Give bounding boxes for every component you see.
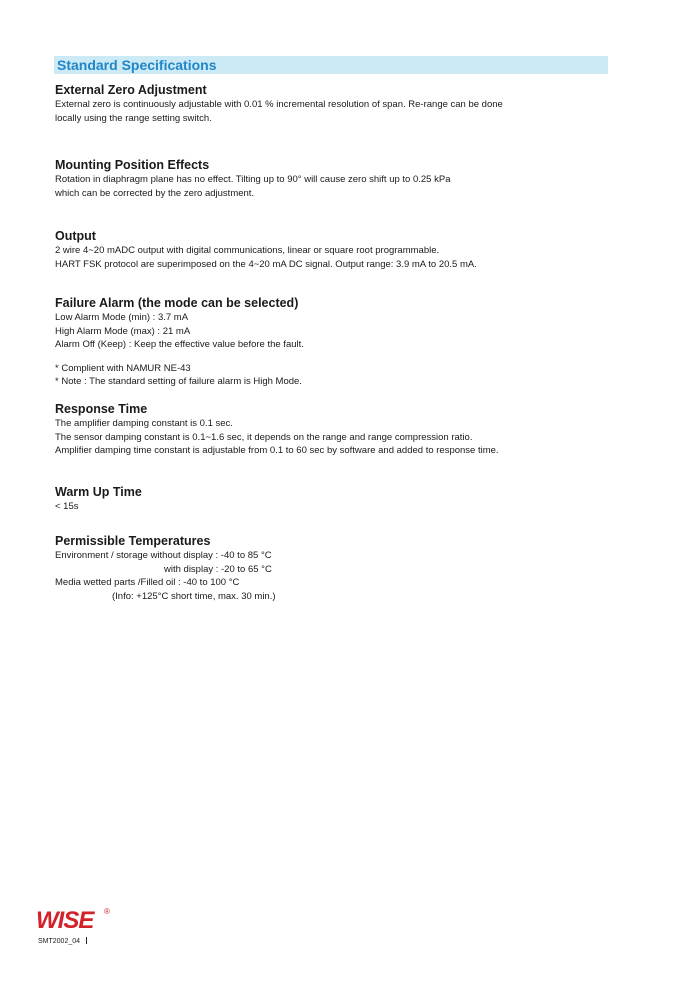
logo-wordmark: WISE bbox=[36, 907, 94, 933]
spec-line: with display : -20 to 65 °C bbox=[164, 563, 272, 575]
spec-line: < 15s bbox=[55, 501, 79, 512]
section-heading: Response Time bbox=[55, 402, 148, 416]
wise-logo-mark bbox=[36, 905, 116, 933]
spec-warm-up-time bbox=[55, 485, 615, 514]
spec-line: Media wetted parts /Filled oil : -40 to 100 °C bbox=[55, 577, 240, 588]
spec-line: External zero is continuously adjustable with 0.01 % incremental resolution of span. Re-range can be done bbox=[55, 99, 503, 110]
spec-line: 2 wire 4~20 mADC output with digital communications, linear or square root programmable. bbox=[55, 245, 440, 256]
spec-line: Low Alarm Mode (min) : 3.7 mA bbox=[55, 312, 189, 323]
spec-line: locally using the range setting switch. bbox=[55, 112, 212, 124]
section-heading: Output bbox=[55, 229, 96, 243]
spec-line: which can be corrected by the zero adjustment. bbox=[55, 187, 255, 199]
spec-line: The amplifier damping constant is 0.1 sec. bbox=[55, 418, 233, 429]
section-heading: Warm Up Time bbox=[55, 485, 142, 499]
document-id-text: SMT2002_04 bbox=[38, 938, 81, 945]
footer-divider bbox=[86, 937, 87, 944]
spec-permissible-temperatures bbox=[55, 534, 615, 603]
spec-external-zero-adjustment bbox=[55, 83, 615, 125]
spec-line: High Alarm Mode (max) : 21 mA bbox=[55, 325, 191, 337]
section-heading: Permissible Temperatures bbox=[55, 534, 211, 548]
section-heading: Mounting Position Effects bbox=[55, 158, 210, 172]
spec-line: HART FSK protocol are superimposed on the 4~20 mA DC signal. Output range: 3.9 mA to 20.5 mA. bbox=[55, 258, 477, 270]
spec-failure-alarm bbox=[55, 296, 615, 389]
document-id bbox=[38, 937, 87, 946]
spec-response-time bbox=[55, 402, 615, 458]
section-banner bbox=[54, 56, 608, 74]
spec-line: Amplifier damping time constant is adjustable from 0.1 to 60 sec by software and added to response time. bbox=[55, 445, 499, 456]
registered-mark: ® bbox=[104, 907, 110, 916]
spec-line: Alarm Off (Keep) : Keep the effective value before the fault. bbox=[55, 339, 304, 350]
page-title: Standard Specifications bbox=[57, 57, 217, 73]
section-heading: External Zero Adjustment bbox=[55, 83, 207, 97]
section-heading: Failure Alarm (the mode can be selected) bbox=[55, 296, 299, 310]
spec-output bbox=[55, 229, 615, 271]
spec-line: The sensor damping constant is 0.1~1.6 sec, it depends on the range and range compression ratio. bbox=[55, 431, 473, 443]
spec-line: (Info: +125°C short time, max. 30 min.) bbox=[112, 590, 276, 602]
wise-logo bbox=[36, 905, 116, 933]
spec-note: * Note : The standard setting of failure alarm is High Mode. bbox=[55, 376, 302, 387]
spec-mounting-position-effects bbox=[55, 158, 615, 200]
spec-line: Environment / storage without display : -40 to 85 °C bbox=[55, 550, 272, 561]
spec-line: Rotation in diaphragm plane has no effect. Tilting up to 90° will cause zero shift up to 0.25 kPa bbox=[55, 174, 451, 185]
spec-note: * Complient with NAMUR NE-43 bbox=[55, 362, 191, 374]
